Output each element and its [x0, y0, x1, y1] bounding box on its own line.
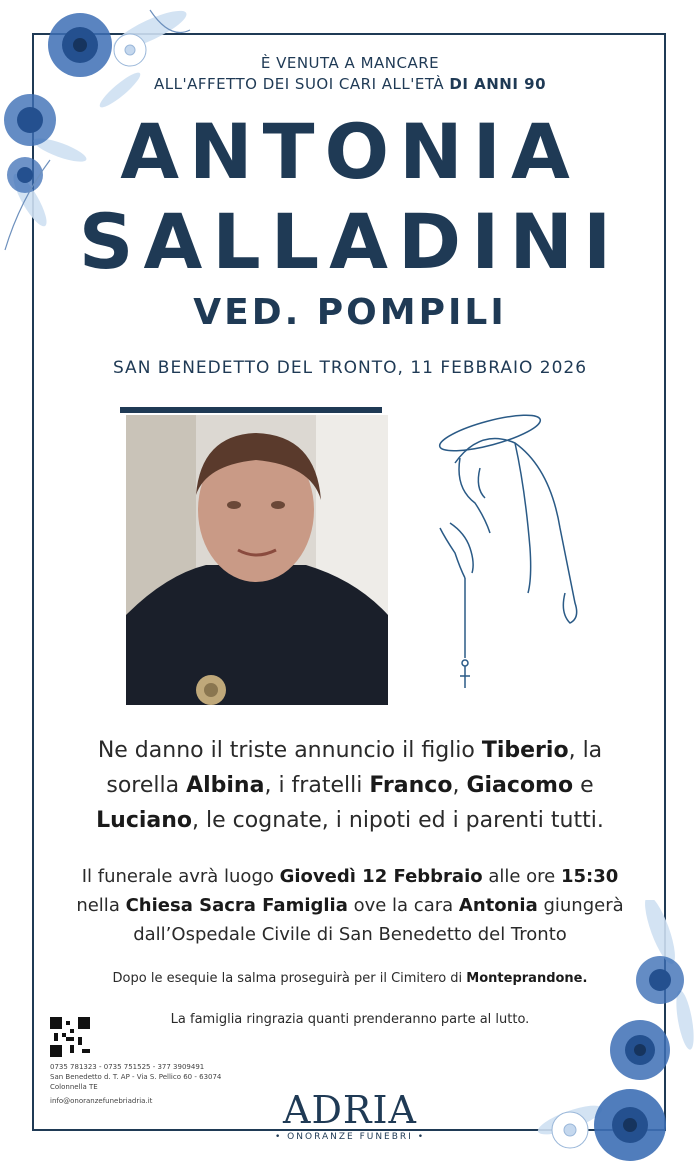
qr-code[interactable] [50, 1017, 90, 1057]
portrait-photo [126, 415, 388, 705]
photo-accent-bar [120, 407, 382, 413]
announcement-line1: È VENUTA A MANCARE [260, 54, 440, 72]
funeral-line1: Il funerale avrà luogo Giovedì 12 Febbraio alle ore 15:30 [81, 866, 619, 887]
logo-subtitle: • ONORANZE FUNEBRI • [275, 1132, 425, 1142]
family-line2: sorella Albina, i fratelli Franco, Giacomo e [106, 773, 594, 798]
announcement-line2: ALL'AFFETTO DEI SUOI CARI ALL'ETÀ DI ANNI 90 [153, 75, 547, 93]
agency-logo [270, 1090, 430, 1142]
logo-text: ADRIA [283, 1088, 417, 1132]
funeral-line2: nella Chiesa Sacra Famiglia ove la cara Antonia giungerà [76, 895, 624, 916]
agency-address2: Colonnella TE [50, 1083, 98, 1091]
burial-info: Dopo le esequie la salma proseguirà per il Cimitero di Monteprandone. [112, 971, 588, 986]
agency-email[interactable]: info@onoranzefunebriadria.it [50, 1097, 153, 1105]
first-name: ANTONIA [120, 107, 580, 196]
family-line1: Ne danno il triste annuncio il figlio Tiberio, la [97, 738, 603, 763]
madonna-line-art [420, 408, 590, 693]
portrait-photo-frame [120, 407, 388, 705]
funeral-line3: dall’Ospedale Civile di San Benedetto del Tronto [133, 924, 567, 945]
agency-contact [50, 1062, 221, 1092]
agency-address1: San Benedetto d. T. AP - Via S. Pellico 60 - 63074 [50, 1073, 222, 1081]
family-announcement [0, 733, 700, 838]
agency-phones: 0735 781323 - 0735 751525 - 377 3909491 [50, 1063, 205, 1071]
thanks-message: La famiglia ringrazia quanti prenderanno parte al lutto. [170, 1012, 530, 1027]
funeral-details [0, 862, 700, 949]
family-line3: Luciano, le cognate, i nipoti ed i parenti tutti. [96, 808, 604, 833]
last-name: SALLADINI [78, 197, 622, 286]
place-date: SAN BENEDETTO DEL TRONTO, 11 FEBBRAIO 2026 [112, 358, 588, 378]
widow-of: VED. POMPILI [193, 292, 507, 333]
